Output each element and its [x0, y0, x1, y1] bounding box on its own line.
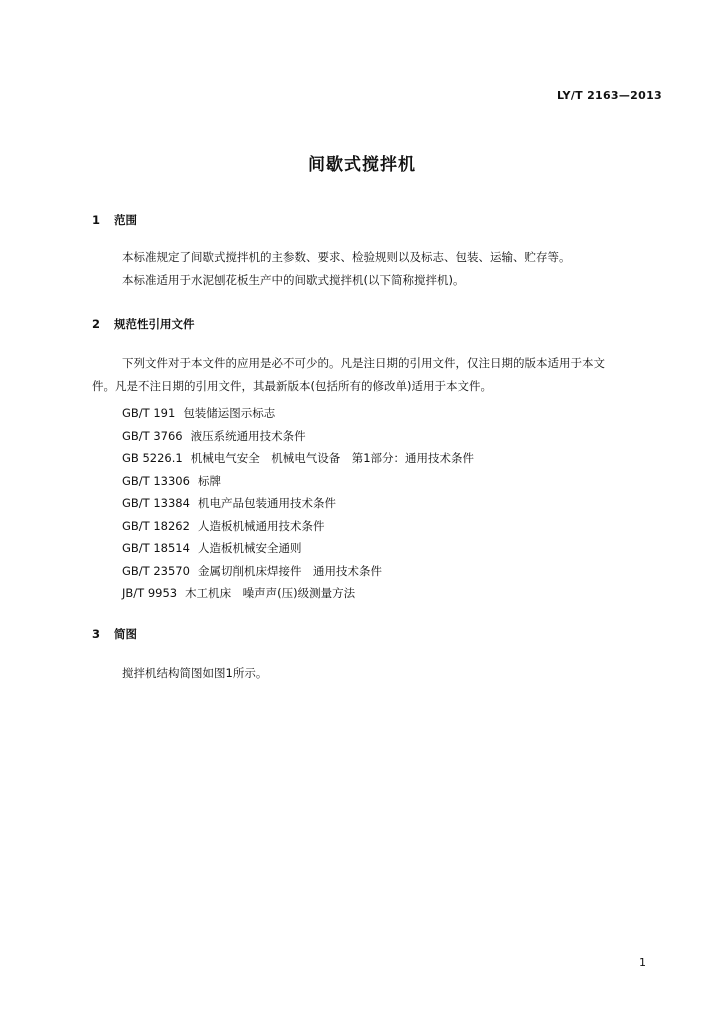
reference-title: 机械电气安全 机械电气设备 第1部分：通用技术条件 [190, 451, 475, 465]
reference-title: 人造板机械通用技术条件 [197, 518, 325, 533]
reference-code: GB/T 18262 [122, 518, 190, 533]
section-number: 2 [92, 317, 101, 331]
reference-title: 标牌 [197, 473, 221, 488]
reference-title: 金属切削机床焊接件 通用技术条件 [197, 563, 382, 578]
reference-item [122, 470, 474, 493]
reference-title: 液压系统通用技术条件 [190, 428, 306, 443]
standard-code: LY/T 2163—2013 [556, 89, 662, 102]
paragraph: 下列文件对于本文件的应用是必不可少的。凡是注日期的引用文件，仅注日期的版本适用于本文 [122, 356, 605, 370]
paragraph: 本标准适用于水泥刨花板生产中的间歇式搅拌机(以下简称搅拌机)。 [122, 273, 465, 287]
section-1-heading [92, 212, 137, 228]
reference-item [122, 492, 474, 515]
section-2-heading [92, 316, 195, 332]
reference-title: 机电产品包装通用技术条件 [197, 496, 336, 510]
section-title: 简图 [114, 627, 137, 641]
normative-reference-list [122, 402, 474, 605]
reference-item [122, 425, 474, 448]
section-title: 范围 [114, 213, 137, 227]
page-number: 1 [639, 956, 646, 969]
reference-code: JB/T 9953 [122, 586, 178, 600]
reference-title: 木工机床 噪声声(压)级测量方法 [185, 586, 356, 600]
reference-item [122, 447, 474, 470]
reference-code: GB/T 23570 [122, 563, 190, 578]
reference-item [122, 582, 474, 605]
paragraph: 件。凡是不注日期的引用文件，其最新版本(包括所有的修改单)适用于本文件。 [92, 379, 492, 393]
paragraph: 搅拌机结构简图如图1所示。 [122, 666, 268, 680]
paragraph: 本标准规定了间歇式搅拌机的主参数、要求、检验规则以及标志、包装、运输、贮存等。 [122, 250, 571, 264]
reference-title: 人造板机械安全通则 [197, 541, 302, 555]
section-3-heading [92, 626, 137, 642]
document-title: 间歇式搅拌机 [308, 155, 416, 175]
reference-code: GB/T 3766 [122, 428, 183, 443]
section-number: 3 [92, 627, 101, 641]
reference-item [122, 560, 474, 583]
reference-code: GB/T 191 [122, 406, 176, 420]
reference-item [122, 402, 474, 425]
reference-code: GB/T 13306 [122, 473, 190, 488]
reference-code: GB 5226.1 [122, 451, 183, 465]
section-number: 1 [92, 213, 101, 227]
reference-item [122, 537, 474, 560]
section-title: 规范性引用文件 [114, 317, 195, 331]
reference-item [122, 515, 474, 538]
reference-code: GB/T 13384 [122, 496, 190, 510]
reference-code: GB/T 18514 [122, 541, 190, 555]
reference-title: 包装储运图示标志 [183, 406, 276, 420]
